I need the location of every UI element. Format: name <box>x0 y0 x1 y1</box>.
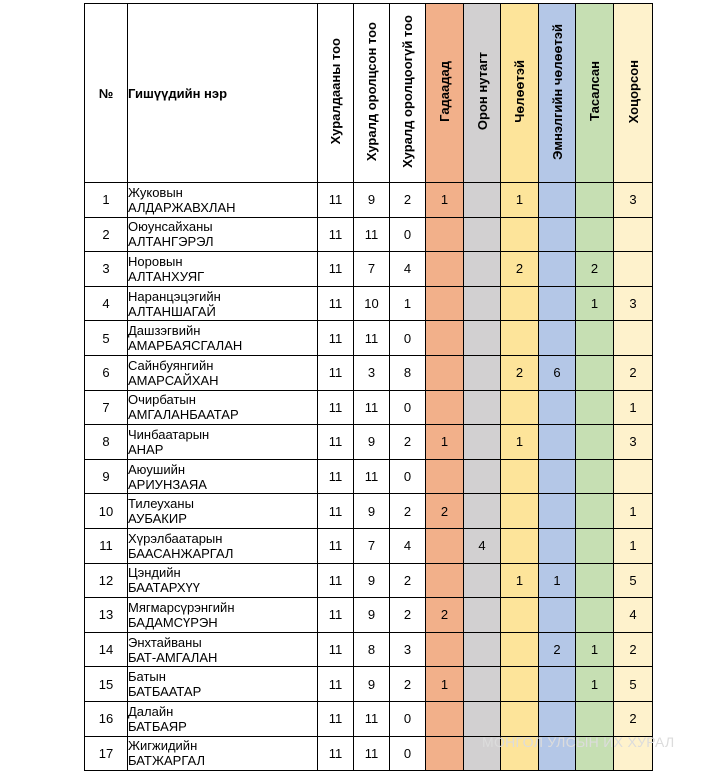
cell-attended: 11 <box>354 736 390 771</box>
cell-meetings-held: 11 <box>318 183 354 218</box>
table-row <box>85 632 653 667</box>
cell-excused <box>501 286 539 321</box>
cell-attended: 9 <box>354 494 390 529</box>
cell-number: 14 <box>85 632 128 667</box>
cell-absent <box>576 390 614 425</box>
cell-local <box>464 217 501 252</box>
cell-meetings-held: 11 <box>318 321 354 356</box>
cell-number: 12 <box>85 563 128 598</box>
cell-excused: 2 <box>501 355 539 390</box>
cell-number: 9 <box>85 459 128 494</box>
table-row <box>85 598 653 633</box>
table-row <box>85 183 653 218</box>
cell-local <box>464 390 501 425</box>
cell-local <box>464 632 501 667</box>
cell-late: 3 <box>614 286 653 321</box>
cell-late: 1 <box>614 528 653 563</box>
cell-sick-leave <box>539 217 576 252</box>
member-first-name: Тилеуханы <box>128 496 194 512</box>
header-meetings-held-label: Хуралдааны тоо <box>328 38 343 145</box>
table-row <box>85 701 653 736</box>
cell-abroad <box>426 252 464 287</box>
header-number: № <box>85 4 128 183</box>
watermark-text: МОНГОЛ УЛСЫН ИХ ХУРАЛ <box>482 734 675 750</box>
cell-local <box>464 598 501 633</box>
cell-absent <box>576 528 614 563</box>
header-row <box>85 4 653 183</box>
member-last-name: АУБАКИР <box>128 511 187 527</box>
header-attended <box>354 4 390 183</box>
header-local-label: Орон нутагт <box>474 52 490 131</box>
cell-sick-leave <box>539 701 576 736</box>
cell-member-name <box>128 632 318 667</box>
cell-abroad <box>426 321 464 356</box>
header-sick-leave-label: Эмнэлгийн чөлөөтэй <box>549 23 565 160</box>
cell-attended: 7 <box>354 252 390 287</box>
cell-number: 8 <box>85 425 128 460</box>
cell-sick-leave: 2 <box>539 632 576 667</box>
cell-not-attended: 2 <box>390 425 426 460</box>
cell-absent <box>576 425 614 460</box>
cell-number: 17 <box>85 736 128 771</box>
cell-number: 1 <box>85 183 128 218</box>
cell-member-name <box>128 528 318 563</box>
member-last-name: БАТ-АМГАЛАН <box>128 649 218 665</box>
member-last-name: БААТАРХҮҮ <box>128 580 200 596</box>
cell-member-name <box>128 667 318 702</box>
cell-local <box>464 425 501 460</box>
cell-excused <box>501 390 539 425</box>
cell-late: 1 <box>614 390 653 425</box>
cell-excused <box>501 321 539 356</box>
member-last-name: АЛТАНХУЯГ <box>128 268 205 284</box>
cell-excused: 1 <box>501 563 539 598</box>
cell-member-name <box>128 494 318 529</box>
cell-excused <box>501 701 539 736</box>
table-row <box>85 528 653 563</box>
cell-sick-leave: 6 <box>539 355 576 390</box>
header-absent <box>576 4 614 183</box>
cell-local <box>464 667 501 702</box>
cell-late <box>614 459 653 494</box>
cell-sick-leave <box>539 321 576 356</box>
cell-absent <box>576 563 614 598</box>
cell-meetings-held: 11 <box>318 217 354 252</box>
cell-excused <box>501 528 539 563</box>
member-first-name: Батын <box>128 669 166 685</box>
cell-meetings-held: 11 <box>318 286 354 321</box>
cell-local <box>464 252 501 287</box>
member-last-name: БАДАМСҮРЭН <box>128 614 218 630</box>
cell-meetings-held: 11 <box>318 459 354 494</box>
cell-meetings-held: 11 <box>318 528 354 563</box>
cell-member-name <box>128 736 318 771</box>
member-first-name: Хүрэлбаатарын <box>128 530 223 546</box>
cell-late: 2 <box>614 632 653 667</box>
cell-late <box>614 252 653 287</box>
cell-late: 5 <box>614 563 653 598</box>
cell-late: 2 <box>614 701 653 736</box>
member-last-name: АМАРБАЯСГАЛАН <box>128 338 243 354</box>
cell-absent: 1 <box>576 286 614 321</box>
cell-excused <box>501 632 539 667</box>
cell-absent <box>576 701 614 736</box>
header-not-attended-label: Хуралд оролцоогүй тоо <box>400 15 415 168</box>
cell-meetings-held: 11 <box>318 390 354 425</box>
cell-not-attended: 0 <box>390 217 426 252</box>
cell-number: 7 <box>85 390 128 425</box>
cell-absent <box>576 355 614 390</box>
cell-meetings-held: 11 <box>318 736 354 771</box>
cell-attended: 11 <box>354 701 390 736</box>
cell-not-attended: 8 <box>390 355 426 390</box>
table-row <box>85 252 653 287</box>
cell-excused: 1 <box>501 425 539 460</box>
cell-attended: 11 <box>354 321 390 356</box>
cell-sick-leave <box>539 183 576 218</box>
member-last-name: БАТБАЯР <box>128 718 187 734</box>
cell-number: 5 <box>85 321 128 356</box>
cell-abroad <box>426 459 464 494</box>
cell-sick-leave <box>539 286 576 321</box>
member-first-name: Мягмарсүрэнгийн <box>128 599 235 615</box>
cell-late: 3 <box>614 183 653 218</box>
cell-local <box>464 459 501 494</box>
table-row <box>85 459 653 494</box>
member-first-name: Жуковын <box>128 184 183 200</box>
cell-excused: 1 <box>501 183 539 218</box>
member-first-name: Цэндийн <box>128 565 181 581</box>
cell-abroad: 1 <box>426 425 464 460</box>
cell-meetings-held: 11 <box>318 667 354 702</box>
cell-number: 13 <box>85 598 128 633</box>
cell-number: 11 <box>85 528 128 563</box>
cell-local <box>464 286 501 321</box>
cell-late: 4 <box>614 598 653 633</box>
cell-local <box>464 321 501 356</box>
cell-absent <box>576 494 614 529</box>
cell-late: 2 <box>614 355 653 390</box>
cell-not-attended: 3 <box>390 632 426 667</box>
cell-late <box>614 321 653 356</box>
cell-absent: 1 <box>576 667 614 702</box>
cell-member-name <box>128 390 318 425</box>
table-body <box>85 183 653 771</box>
cell-member-name <box>128 183 318 218</box>
cell-absent: 2 <box>576 252 614 287</box>
member-first-name: Энхтайваны <box>128 634 202 650</box>
cell-abroad <box>426 736 464 771</box>
cell-late: 5 <box>614 667 653 702</box>
cell-excused <box>501 494 539 529</box>
cell-attended: 8 <box>354 632 390 667</box>
cell-abroad <box>426 355 464 390</box>
cell-abroad <box>426 217 464 252</box>
member-last-name: АРИУНЗАЯА <box>128 476 207 492</box>
header-member-name: Гишүүдийн нэр <box>128 4 318 183</box>
cell-excused <box>501 459 539 494</box>
member-last-name: АНАР <box>128 441 164 457</box>
cell-absent <box>576 459 614 494</box>
cell-abroad: 1 <box>426 667 464 702</box>
cell-member-name <box>128 563 318 598</box>
header-abroad-label: Гадаадад <box>437 61 452 122</box>
cell-attended: 9 <box>354 563 390 598</box>
cell-not-attended: 1 <box>390 286 426 321</box>
cell-abroad <box>426 701 464 736</box>
cell-meetings-held: 11 <box>318 252 354 287</box>
member-last-name: АМАРСАЙХАН <box>128 372 219 388</box>
member-first-name: Оюунсайханы <box>128 219 213 235</box>
cell-number: 10 <box>85 494 128 529</box>
header-meetings-held <box>318 4 354 183</box>
member-last-name: АЛТАНШАГАЙ <box>128 303 216 319</box>
cell-not-attended: 4 <box>390 252 426 287</box>
member-last-name: БАТЖАРГАЛ <box>128 753 205 769</box>
cell-local: 4 <box>464 528 501 563</box>
cell-not-attended: 0 <box>390 321 426 356</box>
member-first-name: Чинбаатарын <box>128 426 210 442</box>
cell-sick-leave <box>539 528 576 563</box>
cell-meetings-held: 11 <box>318 598 354 633</box>
cell-late: 1 <box>614 494 653 529</box>
member-last-name: АЛДАРЖАВХЛАН <box>128 199 236 215</box>
table-row <box>85 425 653 460</box>
cell-abroad <box>426 632 464 667</box>
cell-abroad <box>426 286 464 321</box>
header-excused-label: Чөлөөтэй <box>512 60 527 123</box>
cell-sick-leave <box>539 390 576 425</box>
cell-sick-leave: 1 <box>539 563 576 598</box>
cell-number: 2 <box>85 217 128 252</box>
cell-local <box>464 563 501 598</box>
cell-excused: 2 <box>501 252 539 287</box>
cell-attended: 11 <box>354 459 390 494</box>
cell-absent <box>576 321 614 356</box>
header-sick-leave <box>539 4 576 183</box>
cell-excused <box>501 217 539 252</box>
cell-not-attended: 4 <box>390 528 426 563</box>
cell-attended: 11 <box>354 217 390 252</box>
member-first-name: Очирбатын <box>128 392 196 408</box>
cell-not-attended: 0 <box>390 390 426 425</box>
cell-number: 16 <box>85 701 128 736</box>
cell-excused <box>501 667 539 702</box>
cell-not-attended: 2 <box>390 667 426 702</box>
member-last-name: БААСАНЖАРГАЛ <box>128 545 234 561</box>
cell-abroad: 2 <box>426 494 464 529</box>
cell-absent: 1 <box>576 632 614 667</box>
cell-sick-leave <box>539 425 576 460</box>
cell-attended: 7 <box>354 528 390 563</box>
cell-sick-leave <box>539 494 576 529</box>
cell-absent <box>576 183 614 218</box>
cell-member-name <box>128 286 318 321</box>
header-local <box>464 4 501 183</box>
cell-local <box>464 701 501 736</box>
header-late <box>614 4 653 183</box>
cell-not-attended: 0 <box>390 701 426 736</box>
cell-abroad: 2 <box>426 598 464 633</box>
header-excused <box>501 4 539 183</box>
cell-number: 6 <box>85 355 128 390</box>
cell-member-name <box>128 425 318 460</box>
cell-meetings-held: 11 <box>318 494 354 529</box>
cell-meetings-held: 11 <box>318 563 354 598</box>
cell-not-attended: 2 <box>390 494 426 529</box>
cell-local <box>464 494 501 529</box>
header-not-attended <box>390 4 426 183</box>
table-row <box>85 217 653 252</box>
cell-member-name <box>128 701 318 736</box>
table-row <box>85 563 653 598</box>
cell-member-name <box>128 252 318 287</box>
member-first-name: Дашзэгвийн <box>128 323 201 339</box>
table-row <box>85 494 653 529</box>
cell-attended: 9 <box>354 425 390 460</box>
cell-sick-leave <box>539 459 576 494</box>
cell-abroad <box>426 563 464 598</box>
cell-number: 3 <box>85 252 128 287</box>
member-first-name: Жигжидийн <box>128 738 198 754</box>
cell-sick-leave <box>539 598 576 633</box>
cell-attended: 9 <box>354 667 390 702</box>
cell-attended: 9 <box>354 598 390 633</box>
cell-not-attended: 0 <box>390 459 426 494</box>
member-first-name: Наранцэцэгийн <box>128 288 221 304</box>
cell-member-name <box>128 321 318 356</box>
cell-meetings-held: 11 <box>318 355 354 390</box>
attendance-table <box>84 3 653 771</box>
cell-number: 4 <box>85 286 128 321</box>
cell-abroad <box>426 528 464 563</box>
cell-member-name <box>128 355 318 390</box>
member-first-name: Аюушийн <box>128 461 186 477</box>
member-first-name: Норовын <box>128 253 183 269</box>
header-absent-label: Тасалсан <box>587 61 602 122</box>
table-row <box>85 667 653 702</box>
cell-not-attended: 2 <box>390 183 426 218</box>
cell-excused <box>501 598 539 633</box>
cell-meetings-held: 11 <box>318 425 354 460</box>
cell-local <box>464 355 501 390</box>
cell-member-name <box>128 217 318 252</box>
member-first-name: Далайн <box>128 703 174 719</box>
cell-absent <box>576 217 614 252</box>
table-row <box>85 286 653 321</box>
cell-not-attended: 2 <box>390 563 426 598</box>
header-abroad <box>426 4 464 183</box>
cell-abroad: 1 <box>426 183 464 218</box>
member-last-name: АМГАЛАНБААТАР <box>128 407 239 423</box>
cell-absent <box>576 598 614 633</box>
table-row <box>85 390 653 425</box>
cell-attended: 10 <box>354 286 390 321</box>
member-last-name: АЛТАНГЭРЭЛ <box>128 234 214 250</box>
cell-not-attended: 2 <box>390 598 426 633</box>
header-attended-label: Хуралд оролцсон тоо <box>364 21 379 162</box>
cell-abroad <box>426 390 464 425</box>
cell-attended: 9 <box>354 183 390 218</box>
cell-sick-leave <box>539 667 576 702</box>
cell-late: 3 <box>614 425 653 460</box>
table-row <box>85 321 653 356</box>
cell-meetings-held: 11 <box>318 701 354 736</box>
cell-attended: 11 <box>354 390 390 425</box>
cell-member-name <box>128 459 318 494</box>
cell-not-attended: 0 <box>390 736 426 771</box>
member-last-name: БАТБААТАР <box>128 684 202 700</box>
header-late-label: Хоцорсон <box>625 59 641 124</box>
cell-member-name <box>128 598 318 633</box>
table-row <box>85 355 653 390</box>
member-first-name: Сайнбуянгийн <box>128 357 214 373</box>
cell-sick-leave <box>539 252 576 287</box>
cell-local <box>464 183 501 218</box>
cell-late <box>614 217 653 252</box>
cell-meetings-held: 11 <box>318 632 354 667</box>
cell-number: 15 <box>85 667 128 702</box>
cell-attended: 3 <box>354 355 390 390</box>
